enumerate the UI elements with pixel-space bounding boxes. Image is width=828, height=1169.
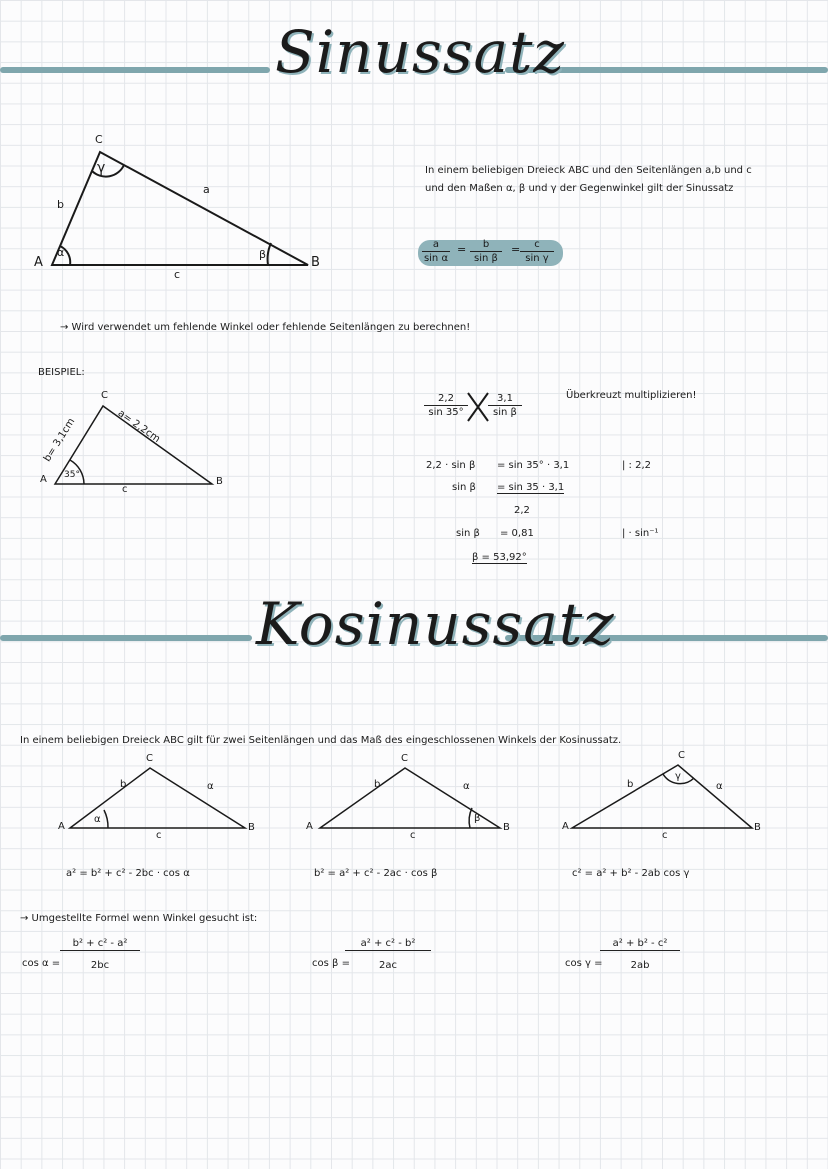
cos-a-frac: $\frac{\text{b² + c² - a²}}{2bc}$ — [60, 937, 140, 972]
t3-a: α — [716, 781, 723, 792]
formula-eq2: = — [511, 243, 521, 256]
step3-left: sin β — [456, 528, 480, 539]
cross-note: Überkreuzt multiplizieren! — [566, 390, 697, 401]
kos-triangle-2 — [320, 768, 500, 828]
example-frac1: $\frac{2,2}{\sin 35^\circ}$ — [424, 392, 468, 419]
example-vertex-C: C — [101, 390, 108, 401]
t2-c: c — [410, 830, 416, 841]
example-side-a: a= 2,2cm — [115, 408, 162, 446]
cos-b-lhs: cos β = — [312, 958, 350, 969]
t2-a: α — [463, 781, 470, 792]
t3-b: b — [627, 779, 634, 790]
sinus-usage-note: → Wird verwendet um fehlende Winkel oder fehlende Seitenlängen zu berechnen! — [60, 322, 471, 333]
example-side-b: b= 3,1cm — [42, 416, 78, 464]
example-side-c: c — [122, 484, 128, 495]
step2-den: 2,2 — [514, 505, 530, 516]
sinus-title: Sinussatz — [275, 18, 565, 86]
formula-frac-a: $\frac{a}{\text{sin α}}$ — [423, 239, 449, 264]
step4-result: β = 53,92° — [472, 552, 527, 563]
kosinus-title: Kosinussatz — [256, 590, 615, 658]
cross-multiply-icon — [468, 393, 488, 421]
t1-alpha: α — [94, 814, 101, 825]
angle-alpha: α — [57, 246, 65, 259]
t1-B: B — [248, 822, 255, 833]
t3-gamma: γ — [675, 771, 681, 782]
angle-beta-arc — [268, 243, 271, 265]
t1-b: b — [120, 779, 127, 790]
kosinus-description: In einem beliebigen Dreieck ABC gilt für zwei Seitenlängen und das Maß des eingeschlossenen Winkels der Kosinussatz. — [20, 735, 622, 746]
example-angle-alpha: 35° — [64, 470, 80, 480]
step2-left: sin β — [452, 482, 476, 493]
step3-op: | · sin⁻¹ — [622, 528, 659, 539]
cos-c-frac: $\frac{\text{a² + b² - c²}}{2ab}$ — [600, 937, 680, 972]
angle-beta: β — [259, 248, 267, 261]
formula-frac-b: $\frac{b}{\text{sin β}}$ — [470, 238, 502, 265]
step3-right: = 0,81 — [500, 528, 534, 539]
t1-c: c — [156, 830, 162, 841]
cos-b-frac: $\frac{\text{a² + c² - b²}}{2ac}$ — [345, 937, 431, 972]
example-vertex-B: B — [216, 476, 223, 487]
t1-C: C — [146, 753, 153, 764]
vertex-A: A — [34, 255, 43, 270]
sinus-description-line2: und den Maßen α, β und γ der Gegenwinkel gilt der Sinussatz — [425, 183, 734, 194]
t1-a: α — [207, 781, 214, 792]
example-heading: BEISPIEL: — [38, 367, 85, 378]
vertex-C: C — [95, 133, 103, 146]
t2-C: C — [401, 753, 408, 764]
step1-right: = sin 35° · 3,1 — [497, 460, 570, 471]
step1-op: | : 2,2 — [622, 460, 651, 471]
t3-c: c — [662, 830, 668, 841]
step1-left: 2,2 · sin β — [426, 460, 476, 471]
formula-a: a² = b² + c² - 2bc · cos α — [66, 868, 190, 879]
example-frac2: $\frac{3,1}{\text{sin β}}$ — [488, 392, 522, 419]
example-vertex-A: A — [40, 474, 47, 485]
angle-gamma: γ — [97, 160, 106, 176]
t2-beta: β — [474, 813, 481, 824]
t2-A: A — [306, 821, 313, 832]
side-c: c — [174, 268, 181, 281]
vertex-B: B — [311, 255, 320, 270]
formula-frac-c: $\frac{c}{\text{sin γ}}$ — [520, 238, 554, 265]
kos-triangle-3 — [572, 765, 752, 828]
t1-A: A — [58, 821, 65, 832]
formula-c: c² = a² + b² - 2ab cos γ — [572, 868, 690, 879]
t3-C: C — [678, 750, 685, 761]
kos-title-bar-left — [0, 635, 252, 641]
cos-c-lhs: cos γ = — [565, 958, 603, 969]
step2-right: = sin 35 · 3,1 — [497, 482, 565, 493]
side-a: a — [203, 183, 210, 196]
t3-B: B — [754, 822, 761, 833]
t3-A: A — [562, 821, 569, 832]
formula-b: b² = a² + c² - 2ac · cos β — [314, 868, 438, 879]
sinus-description-line1: In einem beliebigen Dreieck ABC und den Seitenlängen a,b und c — [425, 165, 752, 176]
side-b: b — [57, 198, 64, 211]
t2-b: b — [374, 779, 381, 790]
formula-eq1: = — [457, 243, 467, 256]
t2-B: B — [503, 822, 510, 833]
rearranged-note: → Umgestellte Formel wenn Winkel gesucht ist: — [20, 913, 258, 924]
cos-a-lhs: cos α = — [22, 958, 61, 969]
